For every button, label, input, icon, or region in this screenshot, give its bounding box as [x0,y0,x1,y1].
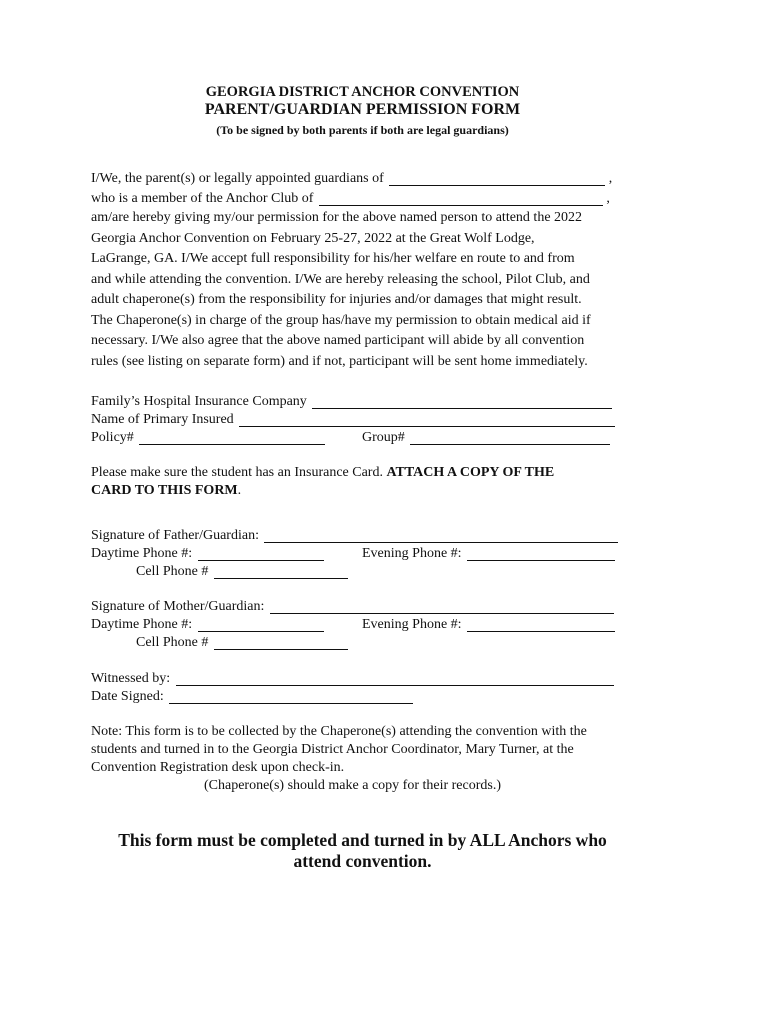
participant-name-row [91,170,612,188]
witnessed-by-field[interactable] [176,671,614,686]
date-signed-label: Date Signed: [91,689,164,704]
anchor-club-row [91,190,610,208]
mother-daytime-phone-field[interactable] [198,617,324,632]
witness-row [91,670,614,688]
date-signed-field[interactable] [169,689,413,704]
mother-cell-row [136,634,348,652]
card-to-form-instruction: CARD TO THIS FORM [91,483,238,498]
paragraph-line: am/are hereby giving my/our permission for the above named person to attend the 2022 [91,210,583,225]
father-cell-phone-field[interactable] [214,564,348,579]
note-line: Convention Registration desk upon check-in. [91,760,345,775]
mother-signature-field[interactable] [270,599,614,614]
paragraph-line: The Chaperone(s) in charge of the group has/have my permission to obtain medical aid if [91,312,591,328]
mother-evening-phone-field[interactable] [467,617,615,632]
primary-insured-label: Name of Primary Insured [91,412,234,427]
card-note-period: . [237,483,242,498]
form-title-permission: PARENT/GUARDIAN PERMISSION FORM [204,101,521,118]
group-row [362,429,610,447]
anchor-club-comma: , [606,191,610,206]
participant-name-label: I/We, the parent(s) or legally appointed guardians of [91,171,384,186]
father-signature-label: Signature of Father/Guardian: [91,528,259,543]
mother-cell-label: Cell Phone # [136,635,209,650]
form-subtitle: (To be signed by both parents if both are legal guardians) [216,123,509,137]
father-daytime-label: Daytime Phone #: [91,546,193,561]
policy-label: Policy# [91,430,134,445]
father-cell-label: Cell Phone # [136,564,209,579]
note-line: students and turned in to the Georgia District Anchor Coordinator, Mary Turner, at the [91,742,574,757]
insurance-company-row [91,393,612,411]
completion-notice-line2: attend convention. [293,851,432,871]
mother-daytime-label: Daytime Phone #: [91,617,193,632]
paragraph-line: and while attending the convention. I/We are hereby releasing the school, Pilot Club, and [91,271,590,287]
form-title-convention: GEORGIA DISTRICT ANCHOR CONVENTION [205,84,520,100]
mother-signature-row [91,598,614,616]
group-number-field[interactable] [410,430,610,445]
father-signature-row [91,527,618,545]
participant-name-comma: , [608,171,613,186]
paragraph-line: rules (see listing on separate form) and if not, participant will be sent home immediately. [91,353,588,369]
insurance-card-note-2 [91,482,241,500]
mother-evening-row [362,616,615,634]
anchor-club-field[interactable] [319,191,603,206]
chaperone-copy-note: (Chaperone(s) should make a copy for their records.) [204,778,502,793]
witnessed-by-label: Witnessed by: [91,671,171,686]
date-signed-row [91,688,413,706]
primary-insured-row [91,411,615,429]
father-daytime-row [91,545,324,563]
completion-notice-line1: This form must be completed and turned in by ALL Anchors who [118,830,607,850]
mother-cell-phone-field[interactable] [214,635,348,650]
note-line: Note: This form is to be collected by the Chaperone(s) attending the convention with the [91,724,587,739]
father-signature-field[interactable] [264,528,618,543]
mother-evening-label: Evening Phone #: [362,617,462,632]
policy-row [91,429,325,447]
anchor-club-label: who is a member of the Anchor Club of [91,191,314,206]
paragraph-line: adult chaperone(s) from the responsibility for injuries and/or damages that might result. [91,292,582,307]
father-daytime-phone-field[interactable] [198,546,324,561]
father-cell-row [136,563,348,581]
paragraph-line: Georgia Anchor Convention on February 25-27, 2022 at the Great Wolf Lodge, [91,230,535,246]
insurance-company-field[interactable] [312,394,612,409]
paragraph-line: necessary. I/We also agree that the above named participant will abide by all convention [91,333,585,348]
group-label: Group# [362,430,405,445]
insurance-company-label: Family’s Hospital Insurance Company [91,394,307,409]
participant-name-field[interactable] [389,171,605,186]
father-evening-phone-field[interactable] [467,546,615,561]
policy-number-field[interactable] [139,430,325,445]
insurance-card-note [91,464,554,482]
mother-daytime-row [91,616,324,634]
father-evening-row [362,545,615,563]
paragraph-line: LaGrange, GA. I/We accept full responsibility for his/her welfare en route to and from [91,251,575,266]
insurance-card-text: Please make sure the student has an Insurance Card. [91,465,383,480]
attach-copy-instruction: ATTACH A COPY OF THE [386,465,555,480]
primary-insured-field[interactable] [239,412,615,427]
mother-signature-label: Signature of Mother/Guardian: [91,599,265,614]
father-evening-label: Evening Phone #: [362,546,462,561]
permission-paragraph [91,208,651,372]
